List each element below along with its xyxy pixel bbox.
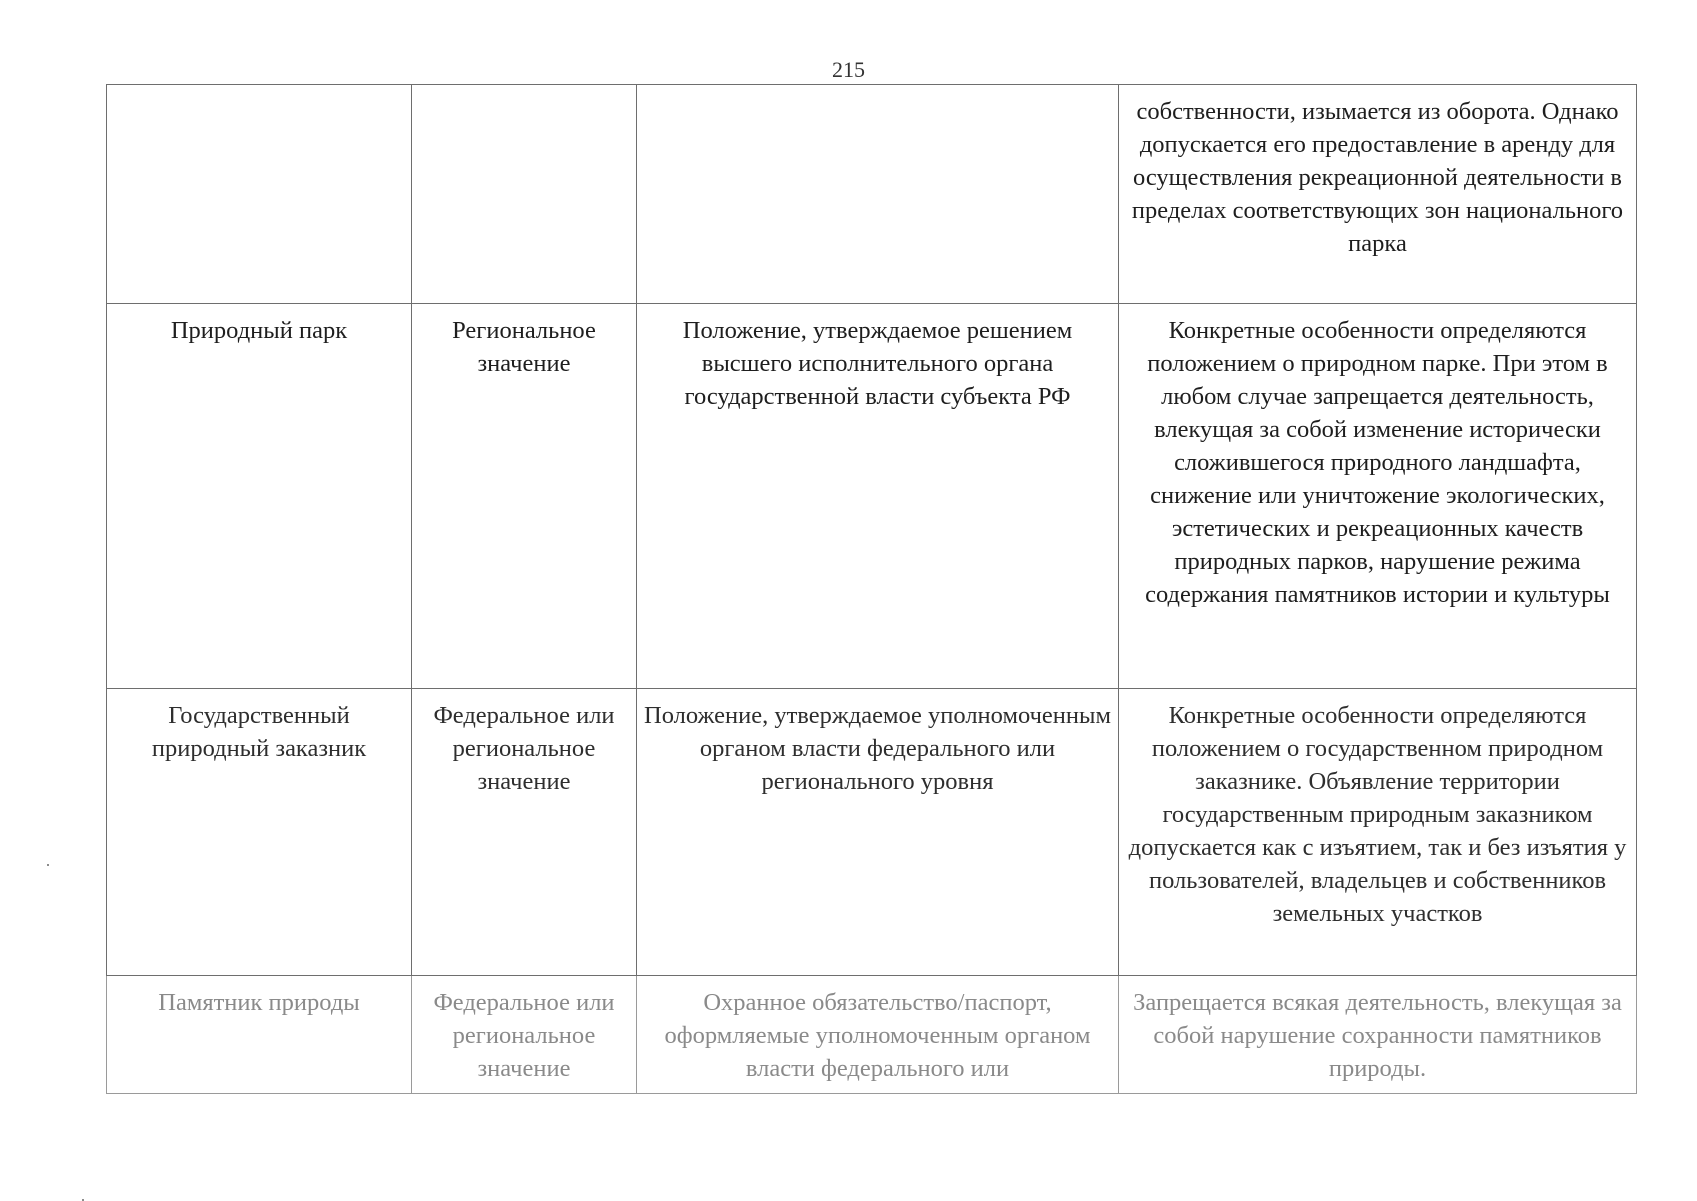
cell-regulation: Охранное обязательство/паспорт, оформляемые уполномоченным органом власти федерального или	[637, 976, 1119, 1094]
cell-significance	[412, 85, 637, 304]
cell-regime: Запрещается всякая деятельность, влекущая за собой нарушение сохранности памятников природы.	[1119, 976, 1637, 1094]
table-row	[107, 304, 1637, 689]
protected-areas-table	[106, 84, 1637, 1094]
cell-type: Памятник природы	[107, 976, 412, 1094]
table-row	[107, 976, 1637, 1094]
table-row	[107, 689, 1637, 976]
cell-significance: Федеральное или региональное значение	[412, 976, 637, 1094]
scan-speck	[47, 864, 49, 866]
cell-regulation: Положение, утверждаемое решением высшего исполнительного органа государственной власти субъекта РФ	[637, 304, 1119, 689]
cell-significance: Региональное значение	[412, 304, 637, 689]
page-number: 215	[832, 57, 865, 82]
cell-regulation: Положение, утверждаемое уполномоченным органом власти федерального или регионального уровня	[637, 689, 1119, 976]
table-row	[107, 85, 1637, 304]
cell-regime: Конкретные особенности определяются положением о государственном природном заказнике. Объявление территории государственным природным заказником допускается как с изъятием, так и без изъятия у пользователей, владельцев и собственников земельных участков	[1119, 689, 1637, 976]
cell-type	[107, 85, 412, 304]
cell-regime: Конкретные особенности определяются положением о природном парке. При этом в любом случае запрещается деятельность, влекущая за собой изменение исторически сложившегося природного ландшафта, снижение или уничтожение экологических, эстетических и рекреационных качеств природных парков, нарушение режима содержания памятников истории и культуры	[1119, 304, 1637, 689]
cell-regulation	[637, 85, 1119, 304]
cell-type: Государственный природный заказник	[107, 689, 412, 976]
cell-regime: собственности, изымается из оборота. Однако допускается его предоставление в аренду для осуществления рекреационной деятельности в пределах соответствующих зон национального парка	[1119, 85, 1637, 304]
cell-significance: Федеральное или региональное значение	[412, 689, 637, 976]
cell-type: Природный парк	[107, 304, 412, 689]
